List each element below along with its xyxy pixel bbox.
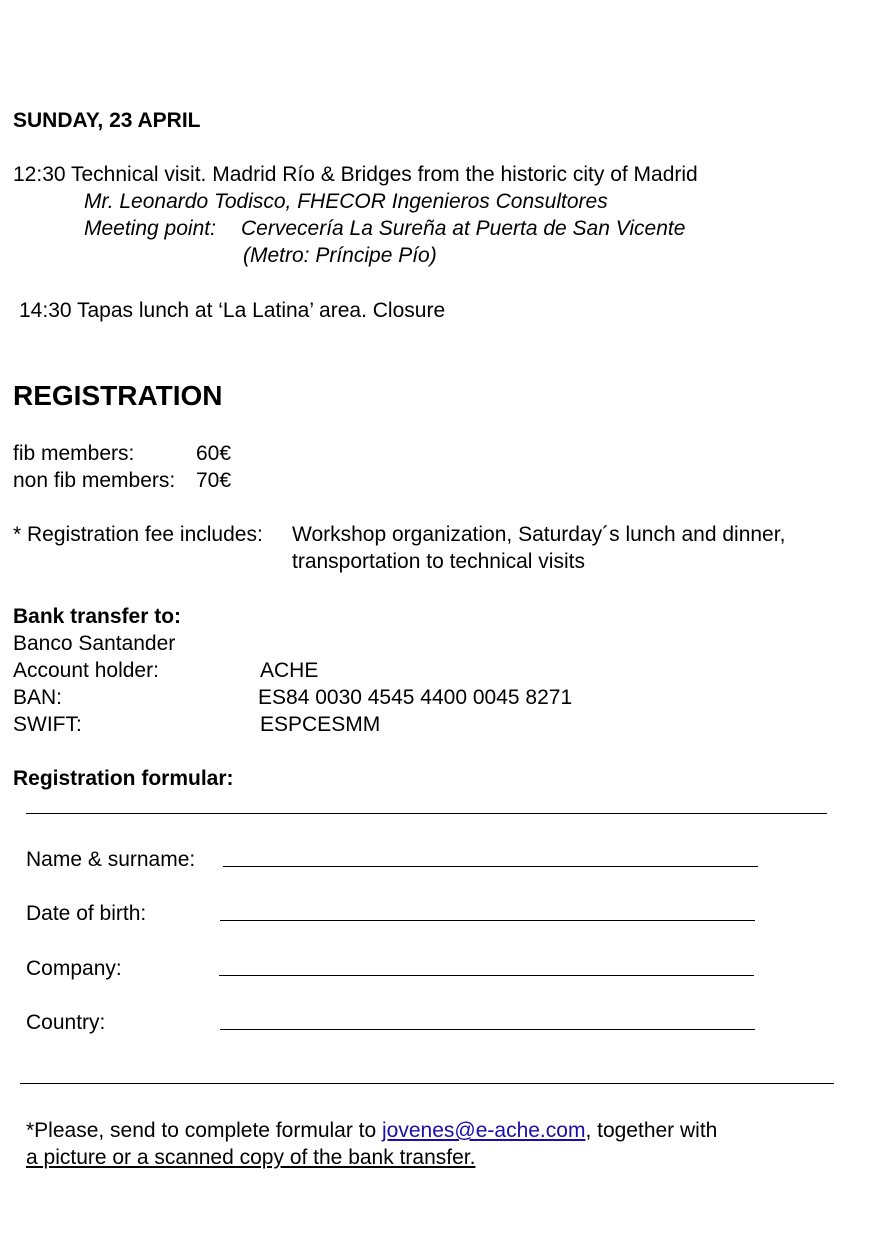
fee-label: non fib members: [13, 469, 176, 492]
footer-line2: a picture or a scanned copy of the bank transfer. [26, 1146, 476, 1169]
visit-title: 12:30 Technical visit. Madrid Río & Bridges from the historic city of Madrid [13, 163, 698, 186]
meeting-metro: (Metro: Príncipe Pío) [243, 244, 437, 267]
name-line[interactable] [223, 866, 758, 867]
meeting-place: Cervecería La Sureña at Puerta de San Vicente [241, 217, 686, 240]
visit-speaker: Mr. Leonardo Todisco, FHECOR Ingenieros Consultores [84, 190, 608, 213]
fee-includes-line2: transportation to technical visits [292, 550, 585, 573]
fee-includes-label: * Registration fee includes: [13, 523, 263, 546]
birth-date-line[interactable] [220, 920, 755, 921]
day-heading: SUNDAY, 23 APRIL [13, 109, 201, 132]
bank-name: Banco Santander [13, 632, 176, 655]
swift-label: SWIFT: [13, 713, 82, 736]
registration-heading: REGISTRATION [13, 380, 223, 411]
fee-price: 70€ [196, 469, 232, 492]
fee-includes-line1: Workshop organization, Saturday´s lunch and dinner, [292, 523, 786, 546]
footer-text-before: *Please, send to complete formular to [26, 1119, 383, 1142]
country-label: Country: [26, 1011, 106, 1034]
fee-price: 60€ [196, 442, 232, 465]
form-heading: Registration formular: [13, 767, 234, 790]
footer-text-after: , together with [585, 1119, 718, 1142]
company-line[interactable] [219, 975, 754, 976]
ban-label: BAN: [13, 686, 63, 709]
email-link[interactable]: jovenes@e-ache.com [382, 1119, 586, 1142]
account-holder-value: ACHE [260, 659, 319, 682]
birth-date-label: Date of birth: [26, 902, 147, 925]
name-label: Name & surname: [26, 848, 196, 871]
company-label: Company: [26, 957, 122, 980]
country-line[interactable] [220, 1029, 755, 1030]
fee-label: fib members: [13, 442, 135, 465]
ban-value: ES84 0030 4545 4400 0045 8271 [258, 686, 573, 709]
account-holder-label: Account holder: [13, 659, 159, 682]
swift-value: ESPCESMM [260, 713, 381, 736]
bank-heading: Bank transfer to: [13, 605, 182, 628]
footer-line [26, 1120, 717, 1141]
meeting-label: Meeting point: [84, 217, 216, 240]
lunch-closure: 14:30 Tapas lunch at ‘La Latina’ area. Closure [19, 299, 446, 322]
form-bottom-divider [20, 1083, 834, 1084]
form-top-divider [26, 813, 827, 814]
